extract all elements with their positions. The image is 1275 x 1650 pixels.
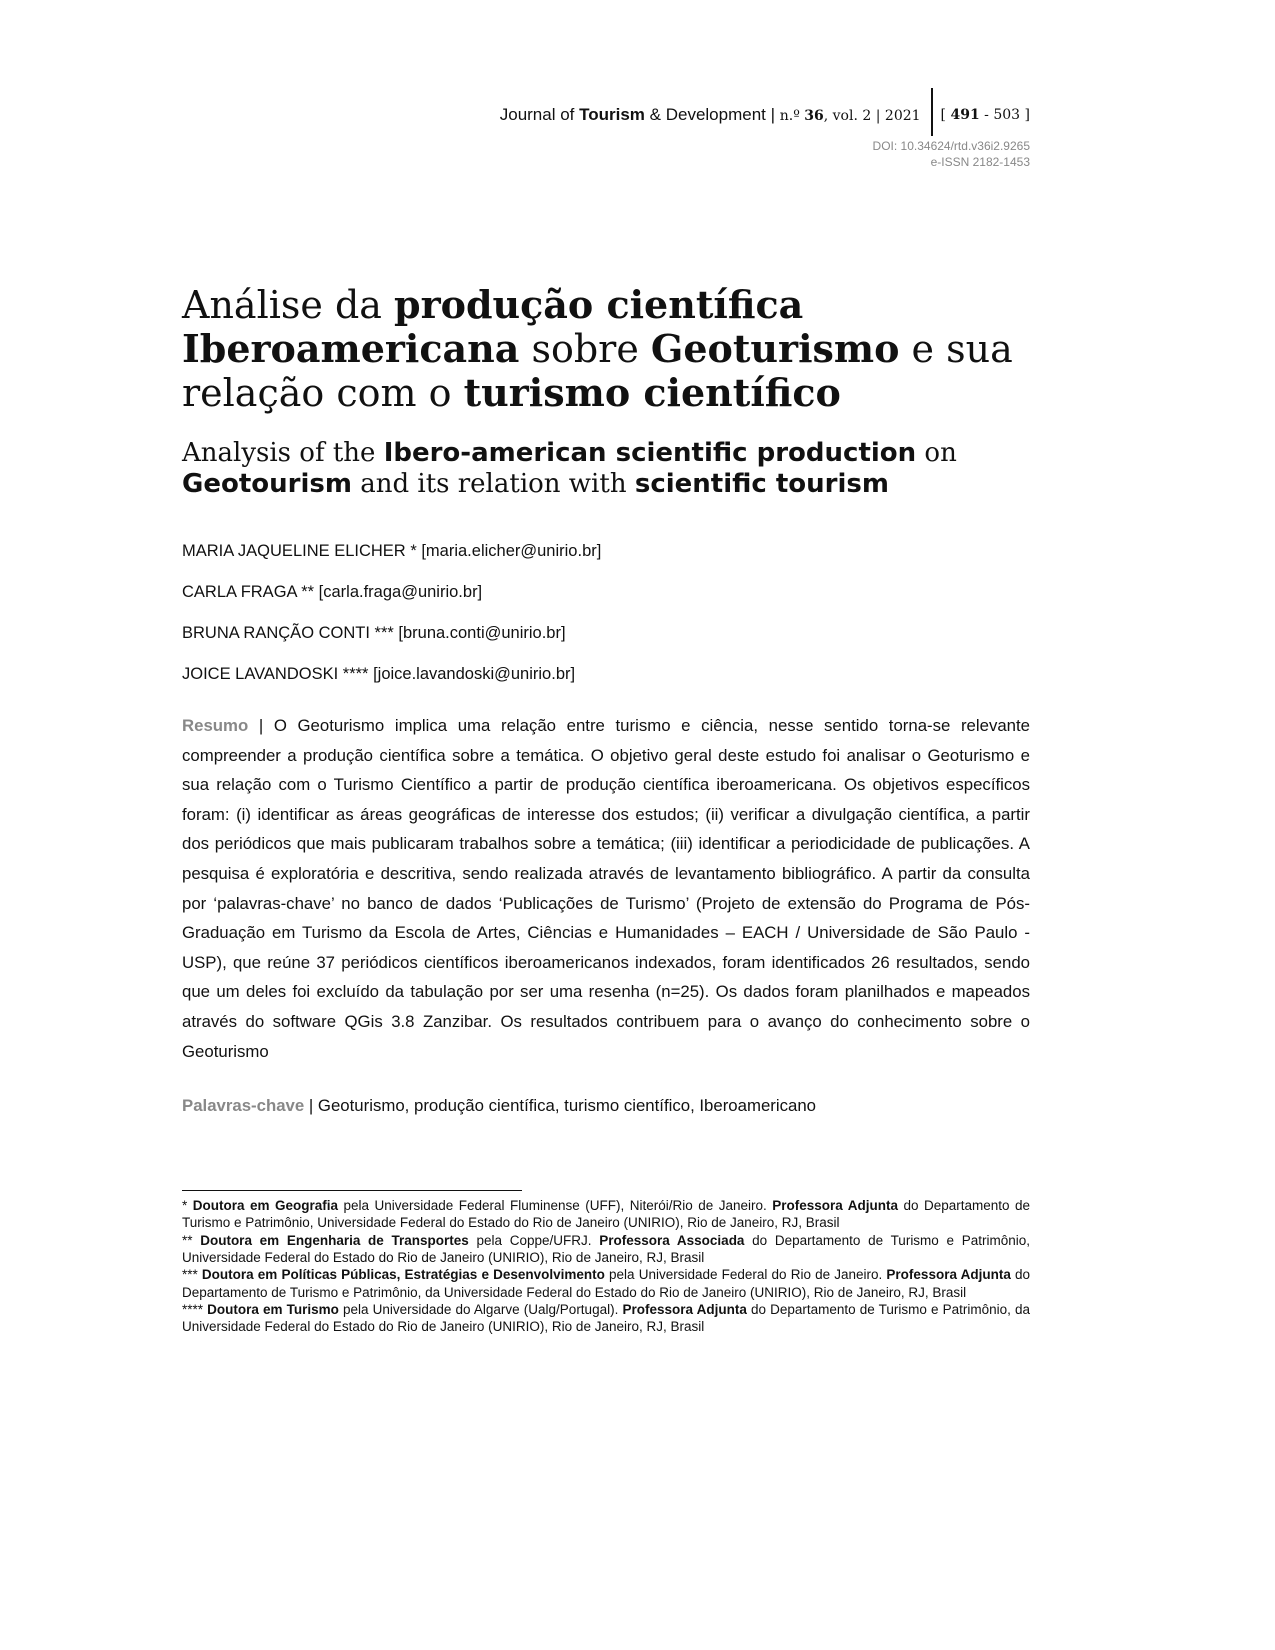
author-email[interactable]: [carla.fraga@unirio.br] xyxy=(318,583,483,601)
keywords: Palavras-chave | Geoturismo, produção científica, turismo científico, Iberoamericano xyxy=(182,1096,816,1116)
issn: e-ISSN 2182-1453 xyxy=(930,155,1030,169)
abstract-text: O Geoturismo implica uma relação entre turismo e ciência, nesse sentido torna-se relevante compreender a produção científica sobre a temática. O objetivo geral deste estudo foi analisar o Geoturismo e sua relação com o Turismo Científico a partir de produção científica iberoamericana. Os objetivos específicos foram: (i) identificar as áreas geográficas de interesse dos estudos; (ii) verificar a divulgação científica, a partir dos periódicos que mais publicaram trabalhos sobre a temática; (iii) identificar a periodicidade de publicações. A pesquisa é exploratória e descritiva, sendo realizada através de levantamento bibliográfico. A partir da consulta por ‘palavras-chave’ no banco de dados ‘Publicações de Turismo’ (Projeto de extensão do Programa de Pós-Graduação em Turismo da Escola de Artes, Ciências e Humanidades – EACH / Universidade de São Paulo - USP), que reúne 37 periódicos científicos iberoamericanos indexados, foram identificados 26 resultados, sendo que um deles foi excluído da tabulação por ser uma resenha (n=25). Os dados foram planilhados e mapeados através do software QGis 3.8 Zanzibar. Os resultados contribuem para o avanço do conhecimento sobre o Geoturismo xyxy=(182,716,1030,1061)
footnote: * Doutora em Geografia pela Universidade Federal Fluminense (UFF), Niterói/Rio de Janeiro. Professora Adjunta do Departamento de Turismo e Patrimônio, Universidade Federal do Estado do Rio de Janeiro (UNIRIO), Rio de Janeiro, RJ, Brasil xyxy=(182,1198,1030,1231)
author: CARLA FRAGA ** [carla.fraga@unirio.br] xyxy=(182,583,483,601)
journal-header-bar xyxy=(500,88,1030,136)
author-list xyxy=(182,540,1042,685)
doi-block xyxy=(873,138,1030,170)
abstract: Resumo | O Geoturismo implica uma relação entre turismo e ciência, nesse sentido torna-se relevante compreender a produção científica sobre a temática. O objetivo geral deste estudo foi analisar o Geoturismo e sua relação com o Turismo Científico a partir de produção científica iberoamericana. Os objetivos específicos foram: (i) identificar as áreas geográficas de interesse dos estudos; (ii) verificar a divulgação científica, a partir dos periódicos que mais publicaram trabalhos sobre a temática; (iii) identificar a periodicidade de publicações. A pesquisa é exploratória e descritiva, sendo realizada através de levantamento bibliográfico. A partir da consulta por ‘palavras-chave’ no banco de dados ‘Publicações de Turismo’ (Projeto de extensão do Programa de Pós-Graduação em Turismo da Escola de Artes, Ciências e Humanidades – EACH / Universidade de São Paulo - USP), que reúne 37 periódicos científicos iberoamericanos indexados, foram identificados 26 resultados, sendo que um deles foi excluído da tabulação por ser uma resenha (n=25). Os dados foram planilhados e mapeados através do software QGis 3.8 Zanzibar. Os resultados contribuem para o avanço do conhecimento sobre o Geoturismo xyxy=(182,716,1030,1061)
journal-name: Journal of xyxy=(499,105,580,124)
article-title: Análise da produção científica Iberoamericana sobre Geoturismo e sua relação com o turismo científico xyxy=(182,282,1013,415)
header-divider xyxy=(931,88,933,136)
footnotes xyxy=(182,1197,1030,1335)
journal-name-suffix: & Development xyxy=(644,105,766,124)
abstract-label: Resumo xyxy=(182,716,249,735)
journal-brand: Tourism xyxy=(579,105,645,124)
doi: DOI: 10.34624/rtd.v36i2.9265 xyxy=(872,139,1030,153)
year: 2021 xyxy=(884,108,921,124)
author: BRUNA RANÇÃO CONTI *** [bruna.conti@unirio.br] xyxy=(182,624,566,642)
page-range: [ 491 - 503 ] xyxy=(940,107,1030,123)
footnote-rule xyxy=(182,1190,522,1191)
footnote: *** Doutora em Políticas Públicas, Estratégias e Desenvolvimento pela Universidade Federal do Rio de Janeiro. Professora Adjunta do Departamento de Turismo e Patrimônio, da Universidade Federal do Estado do Rio de Janeiro (UNIRIO), Rio de Janeiro, RJ, Brasil xyxy=(182,1267,1030,1300)
issue-info: n.º 36, vol. 2 | 2021 xyxy=(779,108,921,124)
article-body xyxy=(182,283,1042,1336)
author-email[interactable]: [joice.lavandoski@unirio.br] xyxy=(373,665,576,683)
footnote: ** Doutora em Engenharia de Transportes pela Coppe/UFRJ. Professora Associada do Departamento de Turismo e Patrimônio, Universidade Federal do Estado do Rio de Janeiro (UNIRIO), Rio de Janeiro, RJ, Brasil xyxy=(182,1232,1030,1266)
article-subtitle: Analysis of the Ibero-american scientific production on Geotourism and its relation with scientific tourism xyxy=(182,438,957,499)
keywords-label: Palavras-chave xyxy=(182,1096,305,1116)
footnote: **** Doutora em Turismo pela Universidade do Algarve (Ualg/Portugal). Professora Adjunta do Departamento de Turismo e Patrimônio, da Universidade Federal do Estado do Rio de Janeiro (UNIRIO), Rio de Janeiro, RJ, Brasil xyxy=(182,1301,1031,1335)
author: MARIA JAQUELINE ELICHER * [maria.elicher@unirio.br] xyxy=(182,542,602,560)
author: JOICE LAVANDOSKI **** [joice.lavandoski@unirio.br] xyxy=(182,665,576,683)
author-email[interactable]: [maria.elicher@unirio.br] xyxy=(421,542,602,560)
journal-header: Journal of Tourism & Development | n.º 36, vol. 2 | 2021 xyxy=(499,105,921,124)
author-email[interactable]: [bruna.conti@unirio.br] xyxy=(398,624,566,642)
keywords-text: Geoturismo, produção científica, turismo científico, Iberoamericano xyxy=(317,1096,816,1116)
